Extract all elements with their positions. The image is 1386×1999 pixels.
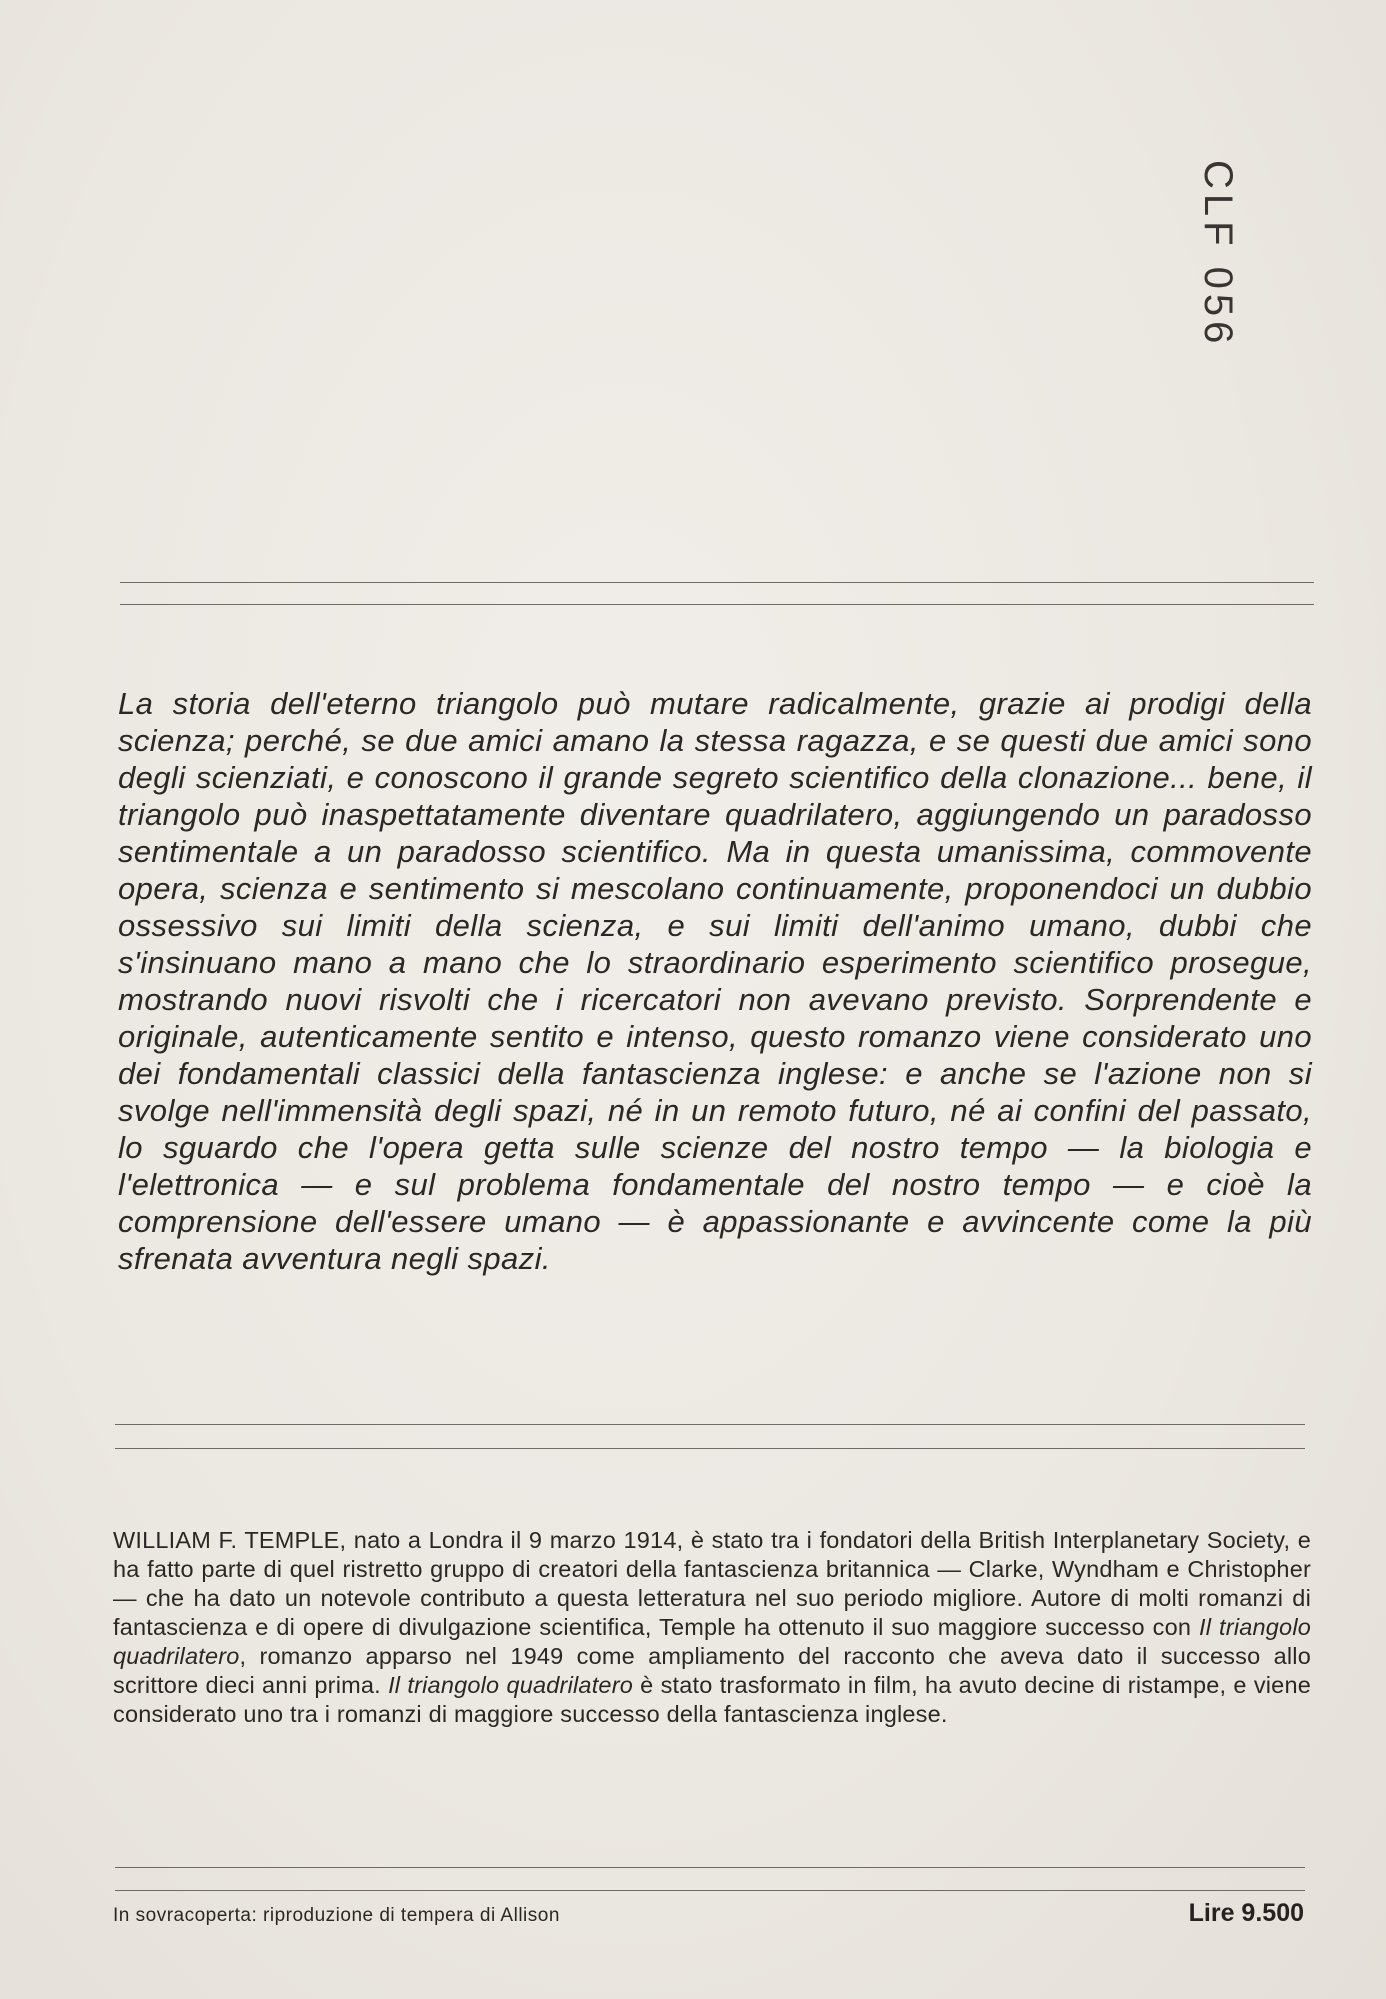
book-title-2: Il triangolo quadrilatero xyxy=(388,1671,633,1698)
synopsis-paragraph: La storia dell'eterno triangolo può mutare radicalmente, grazie ai prodigi della scienza; perché, se due amici amano la stessa ragazza, e se questi due amici sono degli scienziati, e conoscono il grande segreto scientifico della clonazione... bene, il triangolo può inaspettatamente diventare quadrilatero, aggiungendo un paradosso sentimentale a un paradosso scientifico. Ma in questa umanissima, commovente opera, scienza e sentimento si mescolano continuamente, proponendoci un dubbio ossessivo sui limiti della scienza, e sui limiti dell'animo umano, dubbi che s'insinuano mano a mano che lo straordinario esperimento scientifico prosegue, mostrando nuovi risvolti che i ricercatori non avevano previsto. Sorprendente e originale, autenticamente sentito e intenso, questo romanzo viene considerato uno dei fondamentali classici della fantascienza inglese: e anche se l'azione non si svolge nell'immensità degli spazi, né in un remoto futuro, né ai confini del passato, lo sguardo che l'opera getta sulle scienze del nostro tempo — la biologia e l'elettronica — e sul problema fondamentale del nostro tempo — e cioè la comprensione dell'essere umano — è appassionante e avvincente come la più sfrenata avventura negli spazi. xyxy=(118,686,1312,1276)
divider-bottom-1 xyxy=(115,1867,1305,1868)
divider-top-2 xyxy=(120,604,1314,605)
bio-text-3: è stato trasformato in film, ha avuto decine di ristampe, e viene considerato uno tra i romanzi di maggiore successo della fantascienza inglese. xyxy=(113,1671,1311,1727)
bio-text-1: WILLIAM F. TEMPLE, nato a Londra il 9 marzo 1914, è stato tra i fondatori della British Interplanetary Society, e ha fatto parte di quel ristretto gruppo di creatori della fantascienza britannica — Clarke, Wyndham e Christopher — che ha dato un notevole contributo a questa letteratura nel suo periodo migliore. Autore di molti romanzi di fantascienza e di opere di divulgazione scientifica, Temple ha ottenuto il suo maggiore successo con xyxy=(113,1526,1311,1640)
cover-credit: In sovracoperta: riproduzione di tempera di Allison xyxy=(113,1905,560,1926)
catalog-code: CLF 056 xyxy=(1196,160,1240,349)
book-title-1: Il triangolo quadrilatero xyxy=(113,1613,1312,1669)
divider-top-1 xyxy=(120,582,1314,583)
author-bio xyxy=(113,1526,1311,1729)
divider-mid-1 xyxy=(115,1424,1305,1425)
price-label: Lire 9.500 xyxy=(1188,1899,1304,1927)
bio-text-2: , romanzo apparso nel 1949 come ampliamento del racconto che aveva dato il successo allo scrittore dieci anni prima. xyxy=(113,1642,1311,1698)
divider-bottom-2 xyxy=(115,1890,1305,1891)
divider-mid-2 xyxy=(115,1448,1305,1449)
